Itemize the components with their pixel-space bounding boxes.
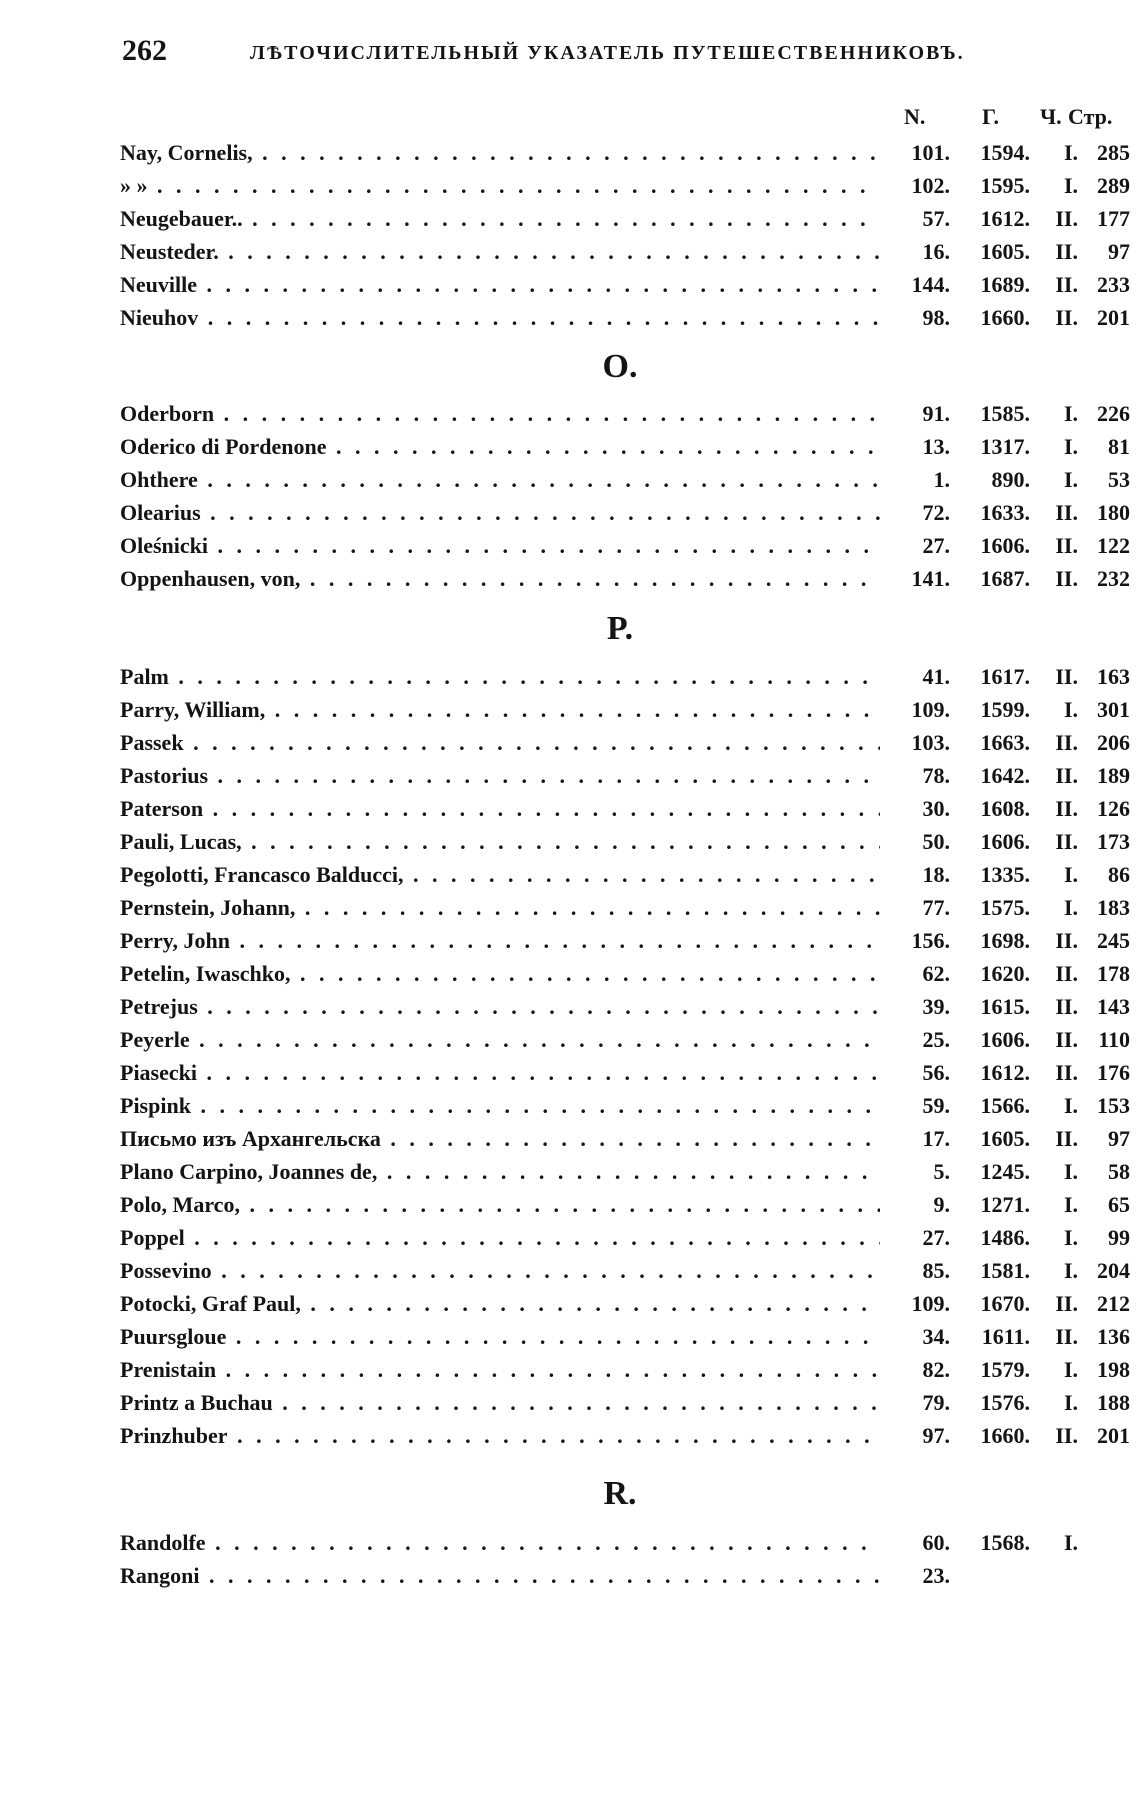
entry-part: I. — [1063, 467, 1078, 492]
entry-part: II. — [1055, 796, 1078, 821]
index-entry — [120, 693, 1130, 726]
entry-page: 99 — [1108, 1225, 1130, 1250]
entry-name: Oleśnicki . . . — [120, 529, 880, 562]
entry-part: I. — [1063, 173, 1078, 198]
entry-page: 136 — [1097, 1324, 1130, 1349]
entry-part: I. — [1063, 1357, 1078, 1382]
entry-part: II. — [1055, 206, 1078, 231]
entry-number: 109. — [911, 697, 950, 722]
entry-number: 50. — [922, 829, 950, 854]
entry-name: Oderborn . . . — [120, 397, 880, 430]
index-entry — [120, 562, 1130, 595]
entry-year: 1633. — [980, 500, 1030, 525]
entry-year: 1608. — [980, 796, 1030, 821]
index-entry — [120, 1386, 1130, 1419]
entry-year: 1594. — [980, 140, 1030, 165]
entry-number: 27. — [922, 533, 950, 558]
entry-number: 1. — [933, 467, 950, 492]
entry-number: 23. — [922, 1563, 950, 1588]
entry-part: I. — [1063, 140, 1078, 165]
entry-year: 1620. — [980, 961, 1030, 986]
index-entry — [120, 1419, 1130, 1452]
entry-year: 1606. — [980, 533, 1030, 558]
entry-year: 1606. — [980, 1027, 1030, 1052]
entry-part: II. — [1055, 533, 1078, 558]
entry-part: I. — [1063, 401, 1078, 426]
index-entry — [120, 301, 1130, 334]
entry-page: 201 — [1097, 1423, 1130, 1448]
entry-name: » » . . . — [120, 169, 880, 202]
entry-part: I. — [1063, 1159, 1078, 1184]
entry-name: Petrejus . . . — [120, 990, 880, 1023]
entry-part: II. — [1055, 239, 1078, 264]
entry-year: 1599. — [980, 697, 1030, 722]
entry-name: Pauli, Lucas, . . . — [120, 825, 880, 858]
entry-page: 97 — [1108, 1126, 1130, 1151]
entry-part: II. — [1055, 305, 1078, 330]
entry-number: 56. — [922, 1060, 950, 1085]
entry-name: Piasecki . . . — [120, 1056, 880, 1089]
entry-page: 110 — [1098, 1027, 1130, 1052]
entry-number: 97. — [922, 1423, 950, 1448]
entry-part: II. — [1055, 500, 1078, 525]
entry-name: Neuville . . . — [120, 268, 880, 301]
entry-year: 1566. — [980, 1093, 1030, 1118]
entry-page: 245 — [1097, 928, 1130, 953]
entry-page: 163 — [1097, 664, 1130, 689]
entry-number: 39. — [922, 994, 950, 1019]
entry-year: 1568. — [980, 1530, 1030, 1555]
column-header-part: Ч. — [1040, 104, 1062, 129]
entry-number: 59. — [922, 1093, 950, 1118]
index-entry — [120, 1089, 1130, 1122]
entry-number: 79. — [922, 1390, 950, 1415]
entry-name: Randolfe . . . — [120, 1526, 880, 1559]
index-entry — [120, 759, 1130, 792]
entry-name: Perry, John . . . — [120, 924, 880, 957]
entry-page: 201 — [1097, 305, 1130, 330]
entry-part: II. — [1055, 1060, 1078, 1085]
entry-page: 53 — [1108, 467, 1130, 492]
entry-page: 198 — [1097, 1357, 1130, 1382]
entry-page: 86 — [1108, 862, 1130, 887]
entry-number: 5. — [933, 1159, 950, 1184]
entry-part: II. — [1055, 1423, 1078, 1448]
entry-page: 143 — [1097, 994, 1130, 1019]
entry-number: 9. — [933, 1192, 950, 1217]
entry-number: 109. — [911, 1291, 950, 1316]
entry-name: Pegolotti, Francasco Balducci, . . . — [120, 858, 880, 891]
entry-number: 13. — [922, 434, 950, 459]
entry-part: I. — [1063, 1530, 1078, 1555]
entry-number: 27. — [922, 1225, 950, 1250]
entry-name: Neugebauer.. . . . — [120, 202, 880, 235]
column-header-page: Стр. — [1068, 104, 1113, 129]
entry-year: 1585. — [980, 401, 1030, 426]
entry-name: Prinzhuber . . . — [120, 1419, 880, 1452]
index-entry — [120, 1122, 1130, 1155]
entry-name: Potocki, Graf Paul, . . . — [120, 1287, 880, 1320]
entry-year: 1663. — [980, 730, 1030, 755]
entry-name: Printz a Buchau . . . — [120, 1386, 880, 1419]
entry-number: 60. — [922, 1530, 950, 1555]
entry-part: II. — [1055, 566, 1078, 591]
entry-page: 176 — [1097, 1060, 1130, 1085]
entry-page: 204 — [1097, 1258, 1130, 1283]
entry-page: 183 — [1097, 895, 1130, 920]
index-entry — [120, 924, 1130, 957]
index-entry — [120, 268, 1130, 301]
entry-part: II. — [1055, 1324, 1078, 1349]
entry-name: Paterson . . . — [120, 792, 880, 825]
entry-name: Possevino . . . — [120, 1254, 880, 1287]
entry-number: 78. — [922, 763, 950, 788]
index-entry — [120, 529, 1130, 562]
index-entry — [120, 957, 1130, 990]
entry-part: II. — [1055, 763, 1078, 788]
entry-year: 1605. — [980, 1126, 1030, 1151]
entry-number: 25. — [922, 1027, 950, 1052]
entry-year: 1335. — [980, 862, 1030, 887]
index-entry — [120, 1526, 1120, 1559]
entry-number: 85. — [922, 1258, 950, 1283]
entry-name: Neusteder. . . . — [120, 235, 880, 268]
entry-number: 72. — [922, 500, 950, 525]
entry-page: 180 — [1097, 500, 1130, 525]
index-entry — [120, 792, 1130, 825]
entry-number: 41. — [922, 664, 950, 689]
entry-part: I. — [1063, 1390, 1078, 1415]
index-entry — [120, 891, 1130, 924]
entry-year: 1687. — [980, 566, 1030, 591]
entry-number: 98. — [922, 305, 950, 330]
entry-number: 101. — [911, 140, 950, 165]
index-entry — [120, 858, 1130, 891]
entry-name: Poppel . . . — [120, 1221, 880, 1254]
section-letter-p: P. — [606, 610, 634, 647]
entry-page: 232 — [1097, 566, 1130, 591]
entry-number: 103. — [911, 730, 950, 755]
entry-part: I. — [1063, 1225, 1078, 1250]
entry-part: I. — [1063, 1192, 1078, 1217]
section-letter-r: R. — [603, 1475, 637, 1512]
entry-year: 1245. — [980, 1159, 1030, 1184]
entry-number: 102. — [911, 173, 950, 198]
entry-name: Rangoni . . . — [120, 1559, 880, 1592]
entry-part: II. — [1055, 272, 1078, 297]
entry-part: I. — [1063, 697, 1078, 722]
entry-year: 1317. — [980, 434, 1030, 459]
entry-year: 1606. — [980, 829, 1030, 854]
entry-year: 1612. — [980, 1060, 1030, 1085]
entry-page: 226 — [1097, 401, 1130, 426]
entry-page: 188 — [1097, 1390, 1130, 1415]
entry-number: 57. — [922, 206, 950, 231]
index-entry — [120, 1023, 1130, 1056]
entry-name: Parry, William, . . . — [120, 693, 880, 726]
column-header-n: N. — [904, 104, 926, 129]
entry-year: 1576. — [980, 1390, 1030, 1415]
column-header-year: Г. — [982, 104, 1000, 129]
entry-number: 16. — [922, 239, 950, 264]
entry-number: 77. — [922, 895, 950, 920]
entry-number: 156. — [911, 928, 950, 953]
page-header — [122, 28, 1122, 78]
entry-page: 153 — [1097, 1093, 1130, 1118]
index-entry — [120, 463, 1130, 496]
entry-year: 1642. — [980, 763, 1030, 788]
index-entry — [120, 1353, 1130, 1386]
entry-year: 1670. — [980, 1291, 1030, 1316]
entry-page: 178 — [1097, 961, 1130, 986]
entry-year: 1595. — [980, 173, 1030, 198]
entry-page: 65 — [1108, 1192, 1130, 1217]
entry-page: 189 — [1097, 763, 1130, 788]
entry-part: II. — [1055, 730, 1078, 755]
entry-year: 1617. — [980, 664, 1030, 689]
index-entry — [120, 1320, 1130, 1353]
entry-name: Palm . . . — [120, 660, 880, 693]
entry-year: 890. — [991, 467, 1030, 492]
entry-part: II. — [1055, 961, 1078, 986]
entry-year: 1689. — [980, 272, 1030, 297]
entry-page: 173 — [1097, 829, 1130, 854]
index-entry — [120, 202, 1130, 235]
entry-number: 62. — [922, 961, 950, 986]
entry-page: 206 — [1097, 730, 1130, 755]
entry-name: Nieuhov . . . — [120, 301, 880, 334]
entry-page: 289 — [1097, 173, 1130, 198]
entry-number: 34. — [922, 1324, 950, 1349]
entry-year: 1581. — [980, 1258, 1030, 1283]
entry-page: 58 — [1108, 1159, 1130, 1184]
entry-page: 122 — [1097, 533, 1130, 558]
entry-name: Prenistain . . . — [120, 1353, 880, 1386]
index-entry — [120, 1254, 1130, 1287]
entry-page: 97 — [1108, 239, 1130, 264]
entry-page: 285 — [1097, 140, 1130, 165]
entry-part: I. — [1063, 1258, 1078, 1283]
entry-page: 177 — [1097, 206, 1130, 231]
entry-year: 1612. — [980, 206, 1030, 231]
entry-number: 18. — [922, 862, 950, 887]
index-entry — [120, 1188, 1130, 1221]
entry-year: 1575. — [980, 895, 1030, 920]
entry-year: 1660. — [980, 305, 1030, 330]
entry-name: Pastorius . . . — [120, 759, 880, 792]
entry-name: Nay, Cornelis, . . . — [120, 136, 880, 169]
entry-part: I. — [1063, 1093, 1078, 1118]
entry-name: Peyerle . . . — [120, 1023, 880, 1056]
entry-year: 1611. — [981, 1324, 1030, 1349]
entry-year: 1486. — [980, 1225, 1030, 1250]
entry-year: 1615. — [980, 994, 1030, 1019]
index-entry — [120, 1056, 1130, 1089]
entry-year: 1579. — [980, 1357, 1030, 1382]
entry-page: 81 — [1108, 434, 1130, 459]
entry-name: Passek . . . — [120, 726, 880, 759]
entry-part: I. — [1063, 434, 1078, 459]
entry-name: Olearius . . . — [120, 496, 880, 529]
entry-part: I. — [1063, 862, 1078, 887]
entry-name: Petelin, Iwaschko, . . . — [120, 957, 880, 990]
entry-part: II. — [1055, 994, 1078, 1019]
index-entry — [120, 136, 1130, 169]
index-entry — [120, 169, 1130, 202]
entry-number: 17. — [922, 1126, 950, 1151]
running-title: ЛѢТОЧИСЛИТЕЛЬНЫЙ УКАЗАТЕЛЬ ПУТЕШЕСТВЕННИКОВЪ. — [250, 42, 965, 64]
index-entry — [120, 496, 1130, 529]
entry-part: II. — [1055, 928, 1078, 953]
index-entry — [120, 990, 1130, 1023]
index-entry — [120, 1287, 1130, 1320]
index-entry — [120, 235, 1130, 268]
entry-part: II. — [1055, 1291, 1078, 1316]
entry-number: 141. — [911, 566, 950, 591]
section-letter-o: O. — [602, 348, 638, 385]
entry-name: Письмо изъ Архангельска . . . — [120, 1122, 880, 1155]
index-entry — [120, 825, 1130, 858]
entry-page: 212 — [1097, 1291, 1130, 1316]
entry-number: 30. — [922, 796, 950, 821]
index-entry — [120, 726, 1130, 759]
entry-name: Oderico di Pordenone . . . — [120, 430, 880, 463]
entry-name: Polo, Marco, . . . — [120, 1188, 880, 1221]
index-entry — [120, 1559, 1120, 1592]
entry-year: 1660. — [980, 1423, 1030, 1448]
entry-number: 144. — [911, 272, 950, 297]
entry-name: Plano Carpino, Joannes de, . . . — [120, 1155, 880, 1188]
index-entry — [120, 430, 1130, 463]
entry-page: 233 — [1097, 272, 1130, 297]
index-entry — [120, 660, 1130, 693]
entry-part: I. — [1063, 895, 1078, 920]
index-entry — [120, 1221, 1130, 1254]
index-entry — [120, 1155, 1130, 1188]
entry-year: 1698. — [980, 928, 1030, 953]
page-number: 262 — [122, 34, 167, 67]
entry-part: II. — [1055, 1126, 1078, 1151]
entry-name: Ohthere . . . — [120, 463, 880, 496]
entry-page: 301 — [1097, 697, 1130, 722]
entry-number: 91. — [922, 401, 950, 426]
entry-name: Pispink . . . — [120, 1089, 880, 1122]
entry-part: II. — [1055, 829, 1078, 854]
entry-year: 1271. — [980, 1192, 1030, 1217]
index-entry — [120, 397, 1130, 430]
entry-name: Oppenhausen, von, . . . — [120, 562, 880, 595]
entry-name: Pernstein, Johann, . . . — [120, 891, 880, 924]
entry-part: II. — [1055, 664, 1078, 689]
entry-year: 1605. — [980, 239, 1030, 264]
entry-page: 126 — [1097, 796, 1130, 821]
entry-number: 82. — [922, 1357, 950, 1382]
entry-name: Puursgloue . . . — [120, 1320, 880, 1353]
entry-part: II. — [1055, 1027, 1078, 1052]
